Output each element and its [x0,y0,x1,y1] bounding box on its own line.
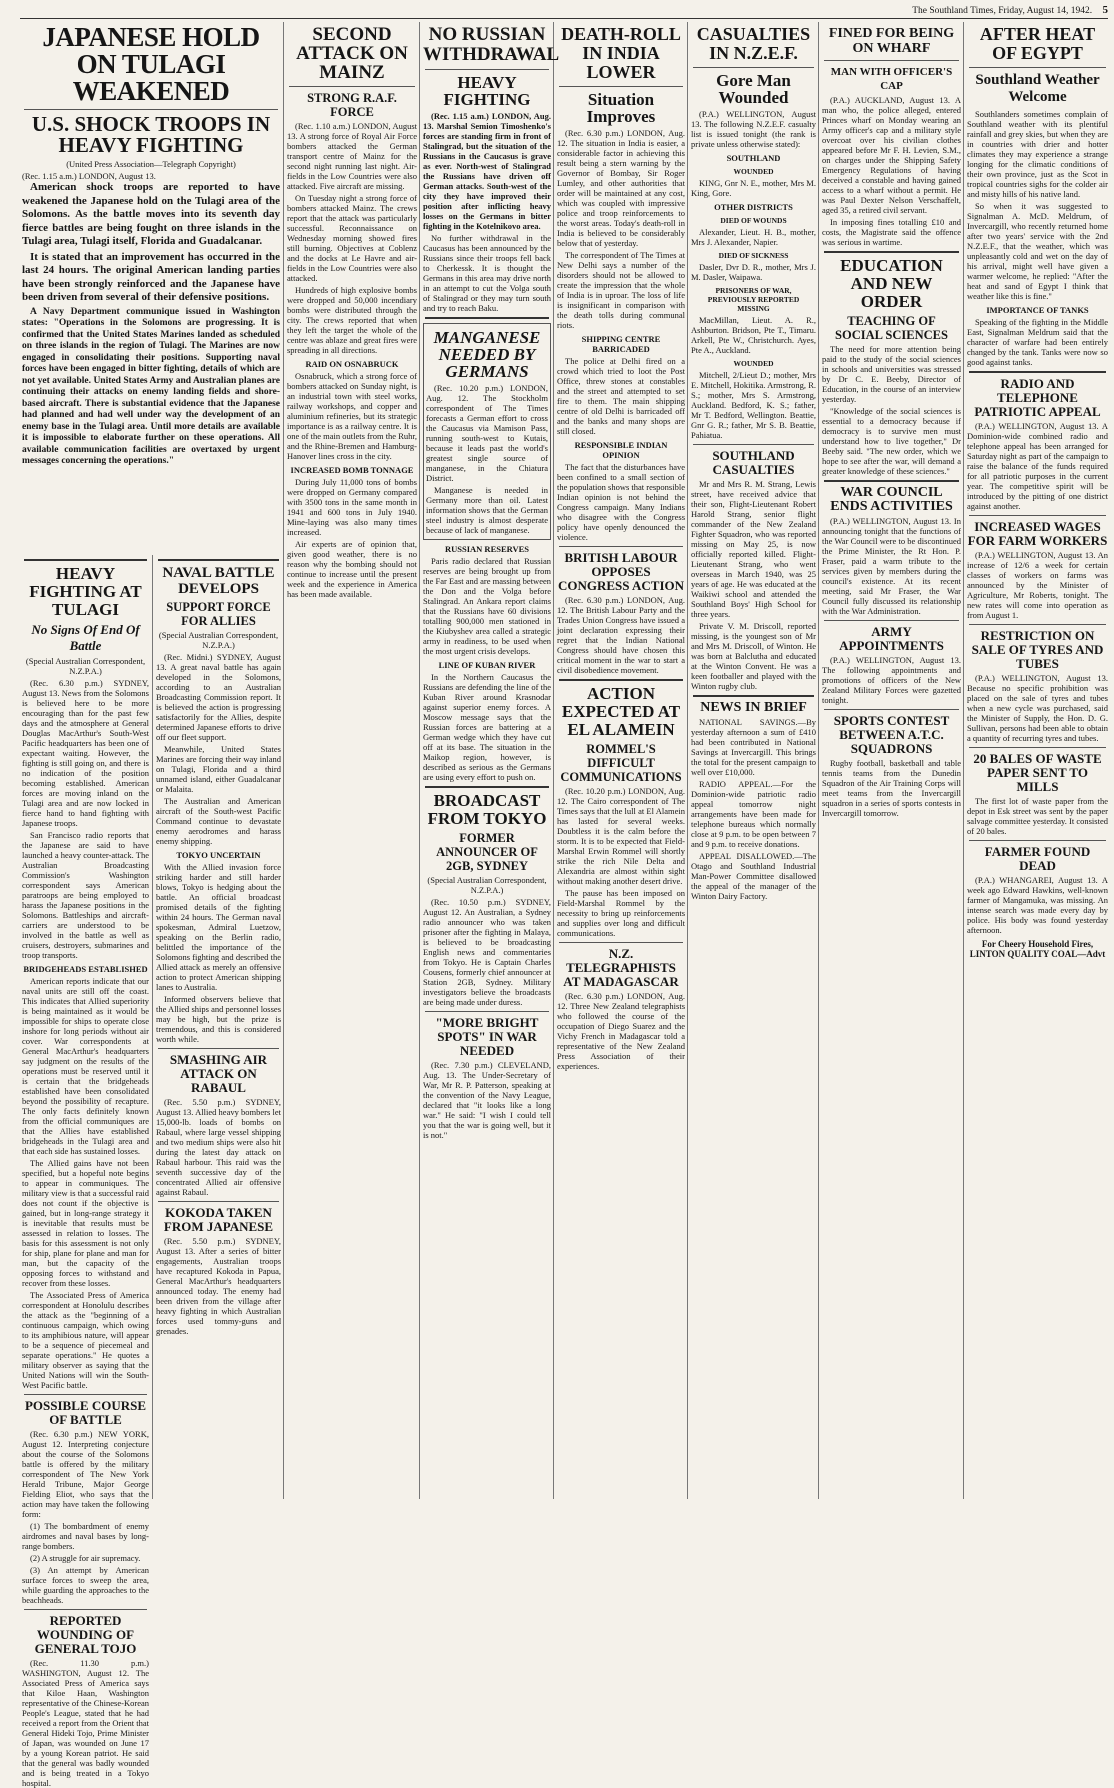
article-paragraph: (Rec. 7.30 p.m.) CLEVELAND, Aug. 13. The Under-Secretary of War, Mr R. P. Patterson, speaking at the convention of the Navy League, declared that "it looks like a long war." He said: "I wish I could tell you that the war is going well, but it is not." [423,1060,551,1140]
article-subhead: LINE OF KUBAN RIVER [438,660,536,670]
article-paragraph: (P.A.) WELLINGTON, August 13. The following appointments and promotions of officers of the New Zealand Military Forces were gazetted tonight. [822,655,961,705]
article-deck: Gore Man Wounded [716,71,791,107]
article-paragraph: Dasler, Dvr D. R., mother, Mrs J. M. Dasler, Waipawa. [691,262,816,282]
divider [158,559,279,561]
article-paragraph: (P.A.) WELLINGTON, August 13. The following N.Z.E.F. casualty list is issued tonight (the rank is private unless otherwise stated): [691,109,816,149]
article-deck: Southland Weather Welcome [975,72,1100,105]
list-heading: PRISONERS OF WAR, PREVIOUSLY REPORTED MISSING [707,286,800,313]
article-paragraph: No further withdrawal in the Caucasus has been announced by the Russians since their troops fell back to Cherkessk. It is thought the Germans in this area may drive north in an attempt to cut the Volga south of Stalingrad or they may turn south and try to reach Baku. [423,233,551,313]
article-headline: MANGANESE NEEDED BY GERMANS [433,328,541,381]
article-paragraph: (Rec. Midni.) SYDNEY, August 13. A great naval battle has again developed in the Solomons, according to an Australian Broadcasting Commission report. It is believed the action is progressing satisfactorily for the Allies, despite determined Japanese efforts to drive off our fleet support. [156,652,281,742]
article-deck: ROMMEL'S DIFFICULT COMMUNICATIONS [560,742,682,784]
article-deck: MAN WITH OFFICER'S CAP [830,66,953,92]
divider [425,317,549,319]
article-paragraph: (P.A.) WELLINGTON, August 13. An increase of 12/6 a week for certain classes of workers on farms was announced by the Minister of Agriculture, Mr Roberts, tonight. The new rates will come into operation as from August 1. [967,550,1108,620]
article-paragraph: (Rec. 6.30 p.m.) SYDNEY, August 13. News from the Solomons is believed here to be more encouraging than for the past few days and the atmosphere at General Douglas MacArthur's South-West Pacific headquarters has been one of expectant waiting. However, the fighting is still going on, and there is no indication of the position becoming established. American forces are moving inland on the Tulagi area and are now locked in fierce hand to hand fighting with Japanese troops. [22,678,149,828]
column-rule [283,22,284,1499]
article-paragraph: Speaking of the fighting in the Middle East, Signalman Meldrum said that the character of warfare had been entirely changed by the tank. Tanks were now so good against tanks. [967,317,1108,367]
divider [24,1609,147,1610]
article-paragraph: (Rec. 6.30 p.m.) LONDON, Aug. 12. The situation in India is easier, a considerable factor in achieving this result being a stern warning by the Governor of Bombay, Sir Roger Lumley, and other authorities that order will be maintained at any cost, which was coupled with impressive police and troop reinforcements to the worst areas. Today's death-roll in India is believed to be considerably below that of yesterday. [557,128,685,248]
article-deck: Situation Improves [586,90,656,126]
divider [969,371,1106,373]
article-paragraph: (Rec. 10.20 p.m.) LONDON, Aug. 12. The Stockholm correspondent of The Times forecasts a German effort to cross the Caucasus via Mamison Pass, running south-west to Kutais, because it leads past the world's greatest single source of manganese, in the Chiatura District. [426,383,548,483]
article-headline: SOUTHLAND CASUALTIES [712,448,795,477]
article-headline: EDUCATION AND NEW ORDER [840,256,943,311]
article-subhead: SHIPPING CENTRE BARRICADED [581,334,661,354]
article-paragraph: MacMillan, Lieut. A. R., Ashburton. Bridson, Pte T., Timaru. Arkell, Pte W., Christchurch. Ayes, Pte A., Auckland. [691,315,816,355]
article-paragraph: Paris radio declared that Russian reserves are being brought up from the Far East and are massing between the Don and the Volga before Stalingrad. An Ankara report claims that the Russians have 60 divisions totalling 900,000 men stationed in the Kiubyshev area called a strategic army in readiness, to be used when the most urgent crisis develops. [423,556,551,656]
article-paragraph: KING, Gnr N. E., mother, Mrs M. King, Gore. [691,178,816,198]
article-paragraph: Air experts are of opinion that, given good weather, there is no reason why the bombing should not continue to increase until the present week and the experience in America has been made available. [287,539,417,599]
article-paragraph: "Knowledge of the social sciences is essential to a democracy because if democracy is to survive men must understand how to live together," Dr Beeby said. "The new order, which we hope to see after the war, will demand a greater knowledge of these sciences." [822,406,961,476]
article-deck: No Signs Of End Of Battle [31,622,140,653]
divider [824,709,959,710]
lead-headline: JAPANESE HOLD ON TULAGI WEAKENED [42,22,260,106]
article-headline: NEWS IN BRIEF [700,700,807,715]
column-rule [963,22,964,1499]
article-headline: BRITISH LABOUR OPPOSES CONGRESS ACTION [557,550,685,593]
divider [969,747,1106,748]
boxed-article [423,323,551,540]
article-heavy-fighting-tulagi [22,555,149,1788]
lead-body [22,181,280,468]
article-no-russian-withdrawal [423,22,560,1499]
article-paragraph: (Rec. 11.30 p.m.) WASHINGTON, August 12. The Associated Press of America says that Kiloe Haan, Washington representative of the Chinese-Korean People's League, stated that he had received a report from the Orient that General Hideki Tojo, Prime Minister of Japan, was wounded on June 17 by a young Korean patriot. He said that the general was badly wounded and is being treated in a Tokyo hospital. [22,1658,149,1788]
lead-dateline: (Rec. 1.15 a.m.) LONDON, August 13. [22,171,156,181]
article-paragraph: APPEAL DISALLOWED.—The Otago and Southland Industrial Man-Power Committee disallowed the appeal of the manager of the Winton Dairy Factory. [691,851,816,901]
article-headline: RADIO AND TELEPHONE PATRIOTIC APPEAL [974,376,1101,419]
page-masthead [820,4,1108,16]
article-subhead: TOKYO UNCERTAIN [176,850,261,860]
article-deck: FORMER ANNOUNCER OF 2GB, SYDNEY [436,831,538,873]
article-paragraph: (P.A.) WHANGAREI, August 13. A week ago Edward Hawkins, well-known farmer of Mangamuka, was missing. An intense search was made every day by police. His body was found yesterday afternoon. [967,875,1108,935]
article-byline: (Special Australian Correspondent, N.Z.P.A.) [158,630,279,650]
divider [969,624,1106,625]
article-headline: NO RUSSIAN WITHDRAWAL [423,24,560,65]
divider [24,1394,147,1395]
article-paragraph: Informed observers believe that the Allied ships and personnel losses may be high, but the prize is tremendous, and this is considered worth while. [156,994,281,1044]
article-headline: ACTION EXPECTED AT EL ALAMEIN [561,684,681,739]
divider [559,546,683,547]
article-byline: (Special Australian Correspondent, N.Z.P.A.) [427,875,547,895]
article-paragraph: (Rec. 5.50 p.m.) SYDNEY, August 13. After a series of bitter engagements, Australian troops have recaptured Kokoda in Papua, General MacArthur's headquarters announced today. The enemy had been driven from the village after heavy fighting in which Australian forces used tommy-guns and grenades. [156,1236,281,1336]
article-subhead: OTHER DISTRICTS [714,202,793,212]
article-paragraph: The correspondent of The Times at New Delhi says a number of the disorders should not be allowed to create the impression that the whole of India is in uproar. The loss of life is insignificant in comparison with the death tolls during communal riots. [557,250,685,330]
divider [693,67,814,68]
article-second-attack-mainz [287,22,417,1499]
divider [693,444,814,445]
article-paragraph: In the Northern Caucasus the Russians are defending the line of the Kuban River around Krasnodar against superior enemy forces. A Moscow message says that the Russian forces are battering at a German wedge which they have cut off at its base. The situation in the Maikop region, however, is described as serious as the Germans are using every effort to push on. [423,672,551,782]
article-paragraph: American reports indicate that our naval units are still off the coast. This indicates that Allied superiority is being maintained as it would be impossible for ships to operate close inshore for long periods without air cover. War correspondents at General MacArthur's headquarters say judgment on the results of the operations must be reserved until it is certain that the bridgeheads established have been consolidated beyond the possibility of recapture. The only facts definitely known from the official communiques are that the Allies have established bridgeheads in the Tulagi area and that each side has sustained losses. [22,976,149,1156]
list-heading: WOUNDED [733,167,774,176]
article-headline: SMASHING AIR ATTACK ON RABAUL [169,1052,268,1095]
divider [24,109,278,110]
article-paragraph: On Tuesday night a strong force of bombers attacked Mainz. The crews report that the attack was particularly successful. Reconnaissance on Wednesday morning showed fires still burning. Objectives at Coblenz and the docks at Le Havre and air-fields in the Low Countries were also attacked. [287,193,417,283]
article-paragraph: (2) A struggle for air supremacy. [30,1553,141,1563]
article-headline: POSSIBLE COURSE OF BATTLE [24,1398,146,1427]
article-paragraph: Mr and Mrs R. M. Strang, Lewis street, have received advice that their son, Flight-Lieutenant Robert Harold Strang, senior flight commander of the New Zealand Fighter Squadron, who was reported missing on May 25, is now officially reported killed. Flight-Lieutenant Strang, who went overseas in March 1940, was 25 years of age. He was educated at the Waikiwi school and attended the Southland Boys' High School for three years. [691,479,816,619]
article-paragraph: (Rec. 10.20 p.m.) LONDON, Aug. 12. The Cairo correspondent of The Times says that the lull at El Alamein has lasted for several weeks. Doubtless it is the calm before the storm. It is to be expected that Field-Marshal Erwin Rommel will shortly strike the rich Nile Delta and Alexandria are almost within sight without making another desert drive. [557,786,685,886]
article-paragraph: Osnabruck, which a strong force of bombers attacked on Sunday night, is an industrial town with steel works, railway workshops, and copper and aluminium refineries, but its strategic importance is as a railway centre. It is one of the main outlets from the Ruhr, and the Rhine-Bremen and Hamburg-Hanover lines cross in the city. [287,371,417,461]
article-headline: FARMER FOUND DEAD [984,844,1091,873]
article-paragraph: (Rec. 1.15 a.m.) LONDON, Aug. 13. Marshal Semion Timoshenko's forces are standing firm in front of Stalingrad, but the situation of the Russians in the Caucasus is grave as ever. North-west of Stalingrad the Russians have driven off German attacks. South-west of the city they have improved their position after inflicting heavy losses on the Germans in bitter fighting in the Kotelnikovo area. [423,111,551,231]
divider [425,1011,549,1012]
article-paragraph: (P.A.) WELLINGTON, August 13. In announcing tonight that the functions of the War Council were to be discontinued the Prime Minister, the Rt Hon. P. Fraser, paid a warm tribute to the services given by members during the council's existence. At its recent meeting, said Mr Fraser, the War Council fully discussed its relationship with the War Administration. [822,516,961,616]
article-paragraph: The need for more attention being paid to the study of the social sciences in schools and universities was stressed by Dr C. E. Beeby, Director of Education, in the course of an interview yesterday. [822,344,961,404]
article-subhead: SOUTHLAND [726,153,781,163]
column-rule [553,22,554,1499]
article-subhead: INCREASED BOMB TONNAGE [290,465,414,475]
divider [824,251,959,253]
article-paragraph: (Rec. 6.30 p.m.) LONDON, Aug. 12. The British Labour Party and the Trades Union Congress have issued a joint declaration expressing their regret that the Indian National Congress should have chosen this critical moment in the war to start a civil disobedience movement. [557,595,685,675]
divider [824,60,959,61]
coal-advert: For Cheery Household Fires, LINTON QUALITY COAL—Advt [969,939,1106,959]
divider [693,695,814,697]
article-subhead: RUSSIAN RESERVES [444,544,530,554]
article-paragraph: (1) The bombardment of enemy airdromes and naval bases by long-range bombers. [22,1521,149,1551]
article-paragraph: So when it was suggested to Signalman A. McD. Meldrum, of Invercargill, who recently returned home after two years' service with the 2nd N.Z.E.F., that the weather, which was unpleasantly cold and wet on the day of his arrival, might well have given a warmer welcome, he replied: "After the heat and sand of Egypt I think that weather like this is fine." [967,201,1108,301]
divider [158,1201,279,1202]
article-naval-battle [156,555,281,1499]
article-headline: ARMY APPOINTMENTS [839,624,944,653]
article-headline: SPORTS CONTEST BETWEEN A.T.C. SQUADRONS [833,713,950,756]
article-subhead: RESPONSIBLE INDIAN OPINION [574,440,668,460]
article-headline: NAVAL BATTLE DEVELOPS [162,565,275,597]
article-paragraph: (Rec. 10.50 p.m.) SYDNEY, August 12. An Australian, a Sydney radio announcer who was taken prisoner after the fighting in Malaya, is believed to be broadcasting English news and commentaries from Tokyo. He is Captain Charles Cousens, formerly chief announcer at Station 2GB, Sydney. Military investigators believe the broadcasts are being made under duress. [423,897,551,1007]
article-paragraph: Mitchell, 2/Lieut D.; mother, Mrs E. Mitchell, Hokitika. Armstrong, R. S.; mother, Mrs S. Armstrong, Auckland. Bedford, K. S.; father, Mr T. Bedford, Wellington. Beattie, Gnr G. R.; father, Mr S. B. Beattie, Pahiatua. [691,370,816,440]
article-headline: AFTER HEAT OF EGYPT [979,24,1096,63]
article-deck: SUPPORT FORCE FOR ALLIES [166,600,271,628]
article-casualties-nzef [691,22,816,1499]
article-paragraph: In imposing fines totalling £10 and costs, the Magistrate said the offence was serious in wartime. [822,217,961,247]
divider [559,679,683,681]
article-paragraph: (Rec. 5.50 p.m.) SYDNEY, August 13. Allied heavy bombers let 15,000-lb. loads of bombs on Rabaul, where large vessel shipping and two medium ships were also hit during the latest day attack on Rabaul harbour. This raid was the seventh successive day of the concentrated Allied air offensive against Rabaul. [156,1097,281,1197]
article-headline: HEAVY FIGHTING AT TULAGI [29,564,142,619]
article-paragraph: (Rec. 6.30 p.m.) NEW YORK, August 12. Interpreting conjecture about the course of the Solomons battle is offered by the military correspondent of The New York Herald Tribune, Major George Fielding Eliot, who says that the action may have taken the following form: [22,1429,149,1519]
divider [969,67,1106,68]
divider [425,69,549,70]
article-paragraph: The Associated Press of America correspondent at Honolulu describes the attack as the "beginning of a continuous campaign, which owing to its amphibious nature, will appear to be a sequence of piecemeal and separate operations." He quotes a military observer as saying that the United Nations will win the South-West Pacific battle. [22,1290,149,1390]
article-paragraph: (Rec. 6.30 p.m.) LONDON, Aug. 12. Three New Zealand telegraphists who followed the course of the occupation of Diego Suarez and the Vichy French in Madagascar told a representative of the New Zealand Press Association of their experiences. [557,991,685,1071]
column-rule [687,22,688,1499]
article-after-heat-egypt [967,22,1108,1499]
page-number: 5 [1102,4,1108,16]
article-headline: N.Z. TELEGRAPHISTS AT MADAGASCAR [563,946,679,989]
article-death-roll-india [557,22,685,1499]
article-paragraph: (3) An attempt by American surface forces to sweep the area, while guarding the approaches to the beachheads. [22,1565,149,1605]
article-paragraph: RADIO APPEAL.—For the Dominion-wide patriotic radio appeal tomorrow night arrangements have been made for telephone bureaus which normally close at 9 p.m. to be open between 7 and 9 p.m. to receive donations. [691,779,816,849]
divider [824,620,959,621]
article-paragraph: With the Allied invasion force striking harder and still harder blows, Tokyo is hedging about the battle. An official broadcast promised details of the fighting within 24 hours. The German naval spokesman, Admiral Luetzow, speaking on the Berlin radio, belittled the importance of the Solomons fighting and described the Allied attack as merely an offensive action to protect American shipping lanes to Australia. [156,862,281,992]
lead-paragraph: A Navy Department communique issued in Washington states: "Operations in the Solomons are progressing. It is confirmed that the United States Marines landed as scheduled on three islands in the region of Tulagi. The Marines are now engaged in consolidating their positions. Supporting naval forces have been engaged in bitter fighting, details of which are not yet available. United States Army and Australian planes are continuing their attacks on enemy landing fields and shore-based aircraft. There is substantial evidence that the Japanese had planned and had well under way the development of an enemy base in the Tulagi area. Until more details are available it is impossible to elaborate further on these operations. All available communication facilities are overtaxed by urgent messages concerning the operations." [22,306,280,466]
top-rule [20,18,1108,19]
article-headline: "MORE BRIGHT SPOTS" IN WAR NEEDED [435,1015,539,1058]
article-paragraph: Alexander, Lieut. H. B., mother, Mrs J. Alexander, Napier. [691,227,816,247]
article-paragraph: Private V. M. Driscoll, reported missing, is the youngest son of Mr and Mrs M. Driscoll, of Winton. He was born at Balclutha and educated at the Winton Convent. He was a keen footballer and played with the Winton rugby club. [691,621,816,691]
article-headline: BROADCAST FROM TOKYO [427,791,547,828]
article-headline: WAR COUNCIL ENDS ACTIVITIES [830,485,953,514]
article-headline: REPORTED WOUNDING OF GENERAL TOJO [34,1613,137,1656]
article-subhead: BRIDGEHEADS ESTABLISHED [23,964,148,974]
article-paragraph: Manganese is needed in Germany more than oil. Latest information shows that the German steel industry is almost desperate because of lack of manganese. [426,485,548,535]
divider [158,1048,279,1049]
column-rule [152,555,153,1499]
column-rule [419,22,420,1499]
article-headline: RESTRICTION ON SALE OF TYRES AND TUBES [971,628,1104,671]
article-headline: KOKODA TAKEN FROM JAPANESE [163,1205,274,1234]
article-paragraph: NATIONAL SAVINGS.—By yesterday afternoon a sum of £410 had been contributed in National Savings at Invercargill. This brings the total for the present campaign to well over £10,000. [691,717,816,777]
divider [289,86,415,87]
article-subhead: IMPORTANCE OF TANKS [986,305,1089,315]
list-heading: DIED OF SICKNESS [718,251,789,260]
article-paragraph: The Australian and American aircraft of the South-west Pacific Command continue to devastate enemy aerodromes and harass enemy shipping. [156,796,281,846]
article-paragraph: Southlanders sometimes complain of Southland weather with its plentiful rainfall and grey skies, but when they are in countries with drier and hotter climates they may experience a strange longing for the climatic conditions of their own province, just as the Scot in tropical countries sighs for the colder air and misty hills of his native land. [967,109,1108,199]
divider [24,559,147,561]
article-headline: 20 BALES OF WASTE PAPER SENT TO MILLS [973,751,1102,794]
article-paragraph: The pause has been imposed on Field-Marshal Rommel by the necessity to bring up reinforcements and supplies over long and difficult communications. [557,888,685,938]
article-paragraph: Meanwhile, United States Marines are forcing their way inland on Tulagi, Florida and a third unnamed island, either Guadalcanar or Malaita. [156,744,281,794]
article-paragraph: (P.A.) AUCKLAND, August 13. A man who, the police alleged, entered Princes wharf on Monday wearing an Army officer's cap and a military style overcoat over his civilian clothes appeared before Mr F. H. Levien, S.M., on charges under the Shipping Safety Emergency Regulations of having deceived a constable and having gained access to a wharf without a permit. He was Paul Dexter Nelson Verschaffelt, aged 35, a retired civil servant. [822,95,961,215]
lead-paragraph: It is stated that an improvement has occurred in the last 24 hours. The original American landing parties have been strongly reinforced and the Japanese have been driven from several of their defensive positions. [22,250,280,303]
article-deck: TEACHING OF SOCIAL SCIENCES [835,314,948,342]
column-rule [818,22,819,1499]
article-paragraph: San Francisco radio reports that the Japanese are said to have launched a heavy counter-attack. The Australian Broadcasting Commission's Washington correspondent says American paratroops are being employed to harass the Japanese positions in the Solomons. Battleships and aircraft-carriers are understood to be involved in the battle as well as cruisers, destroyers, submarines and troop transports. [22,830,149,960]
article-headline: SECOND ATTACK ON MAINZ [296,24,408,83]
lead-byline: (United Press Association—Telegraph Copyright) [66,159,236,169]
article-paragraph: The police at Delhi fired on a crowd which tried to loot the Post Office, threw stones at constables and the street and attempted to set fire to them. The main shipping centre of old Delhi is barricaded off and the banks and many shops are still closed. [557,356,685,436]
article-paragraph: The Allied gains have not been specified, but a hopeful note begins to appear in communiques. The military view is that a successful raid does not count if the objective is gained, but in long-range strategy it is inevitable that results must be assessed in relation to losses. The basis for this assessment is not only for ship, plane for plane and man for man, but the capacity of the opposing forces to withstand and recover from these losses. [22,1158,149,1288]
article-fined-wharf [822,22,961,1499]
article-headline: CASUALTIES IN N.Z.E.F. [696,24,811,63]
lead-subheadline: U.S. SHOCK TROOPS IN HEAVY FIGHTING [31,112,271,157]
divider [969,515,1106,516]
divider [824,480,959,482]
article-paragraph: Rugby football, basketball and table tennis teams from the Dunedin Squadron of the Air Training Corps will meet teams from the Invercargill squadron in a series of sports contests in Invercargill tomorrow. [822,758,961,818]
list-heading: WOUNDED [733,359,774,368]
article-paragraph: (Rec. 1.10 a.m.) LONDON, August 13. A strong force of Royal Air Force bombers attacked the German transport centre of Mainz for the second night running last night. Air-fields in the Low Countries were also attacked. Five aircraft are missing. [287,121,417,191]
article-paragraph: (P.A.) WELLINGTON, August 13. A Dominion-wide combined radio and telephone appeal has been arranged for Saturday night as part of the campaign to raise the balance of the funds required for all patriotic purposes in the current year. The competitive spirit will be introduced by the pitting of one district against another. [967,421,1108,511]
article-byline: (Special Australian Correspondent, N.Z.P.A.) [25,656,146,676]
article-paragraph: Hundreds of high explosive bombs were dropped and 50,000 incendiary bombs were distributed through the city. The crews reported that when they left the target the whole of the centre was ablaze and great fires were spreading in all directions. [287,285,417,355]
divider [425,786,549,788]
article-deck: STRONG R.A.F. FORCE [307,91,397,119]
divider [969,840,1106,841]
article-paragraph: The first lot of waste paper from the depot in Esk street was sent by the paper salvage committee yesterday. It consisted of 20 bales. [967,796,1108,836]
divider [559,942,683,943]
article-headline: INCREASED WAGES FOR FARM WORKERS [967,519,1108,548]
article-subhead: RAID ON OSNABRUCK [305,359,399,369]
lead-story [22,22,280,552]
article-paragraph: (P.A.) WELLINGTON, August 13. Because no specific prohibition was placed on the sale of tyres and tubes when a new cycle was purchased, said the Minister of Supply, the Hon. D. G. Sullivan, persons had been able to obtain a quantity of recurring tyres and tubes. [967,673,1108,743]
article-paragraph: The fact that the disturbances have been confined to a small section of the population shows that responsible Indian opinion is not behind the Congress campaign. Many Indians who disagree with the Congress policy have openly denounced the violence. [557,462,685,542]
list-heading: DIED OF WOUNDS [720,216,787,225]
masthead-text: The Southland Times, Friday, August 14, 1942. [912,6,1093,16]
article-paragraph: During July 11,000 tons of bombs were dropped on Germany compared with 3500 tons in the same month in 1941 and 600 tons in July 1940. Mine-laying was also many times increased. [287,477,417,537]
divider [559,86,683,87]
article-headline: DEATH-ROLL IN INDIA LOWER [561,24,681,82]
article-deck: HEAVY FIGHTING [443,73,531,109]
lead-paragraph: American shock troops are reported to have weakened the Japanese hold on the Tulagi area of the Solomons. As the battle moves into its seventh day fierce battles are being fought on three islands in the Tulagi area, Tulagi itself, Florida and Guadalcanar. [22,181,280,247]
article-headline: FINED FOR BEING ON WHARF [828,26,955,56]
